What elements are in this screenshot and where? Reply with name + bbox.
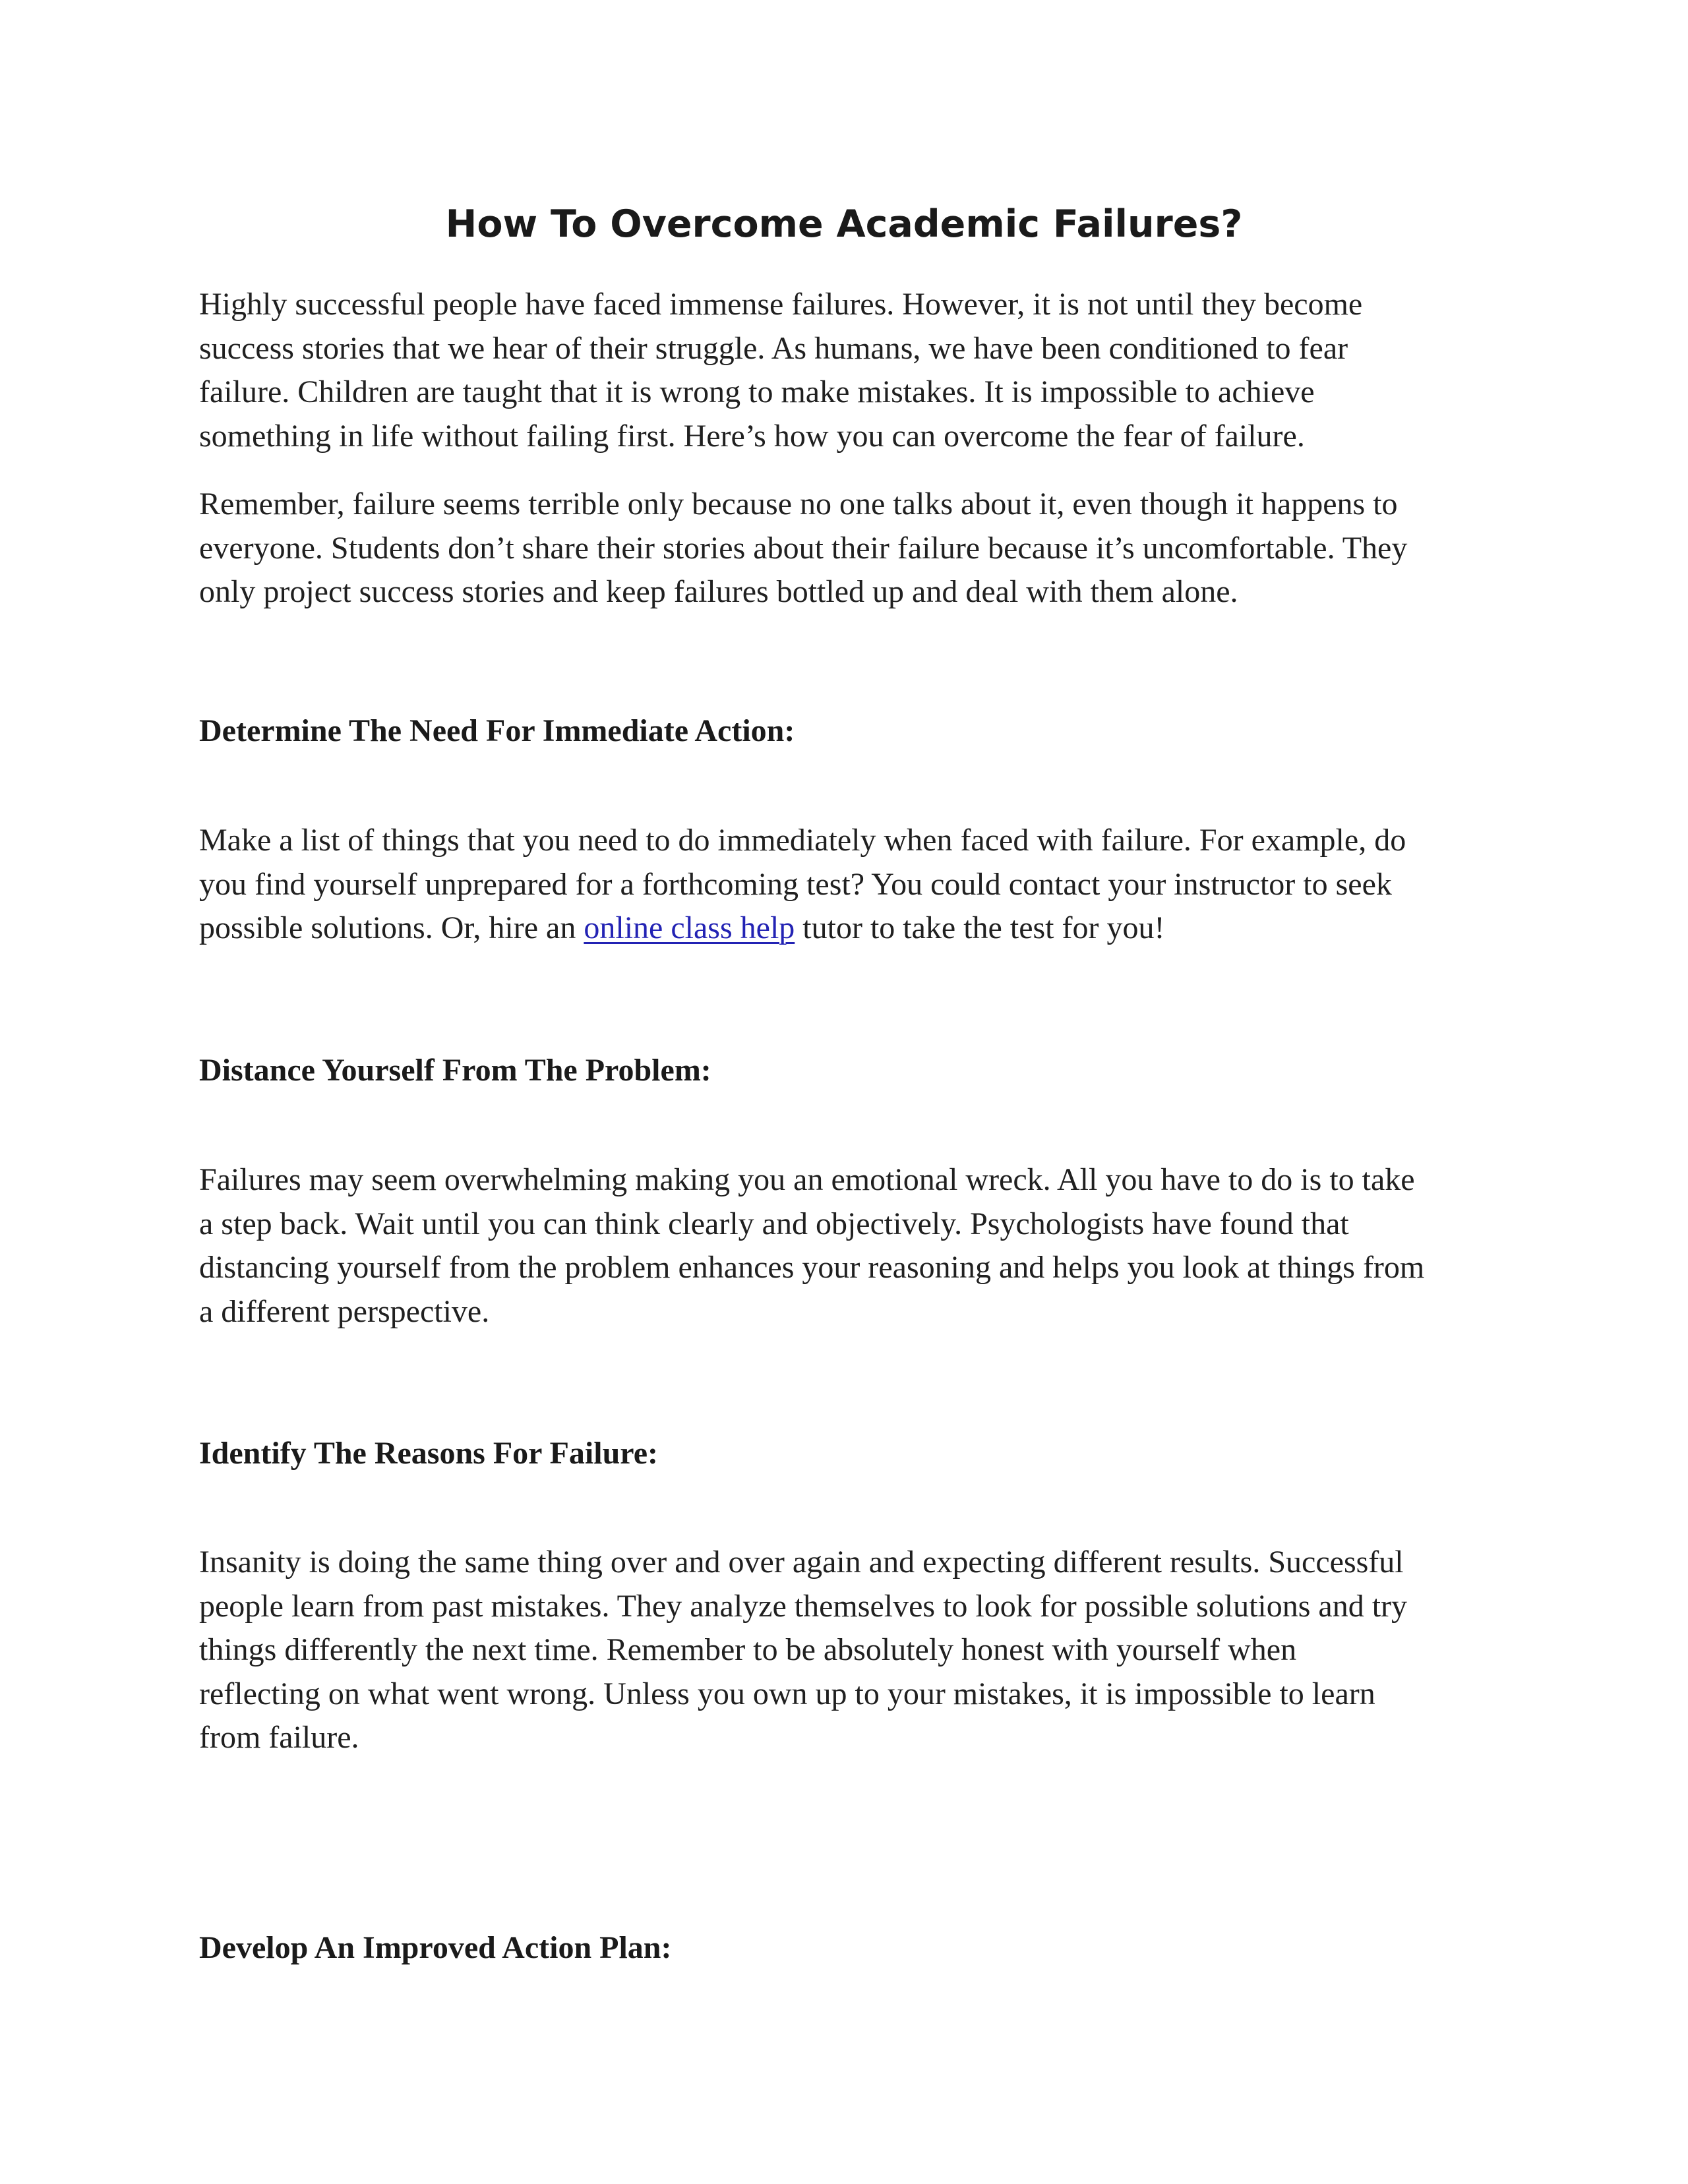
text-line: failure. Children are taught that it is wrong to make mistakes. It is impossible to achieve: [199, 374, 1315, 409]
intro-paragraph-2: [199, 483, 1511, 614]
section-heading-reasons: Identify The Reasons For Failure:: [199, 1436, 659, 1471]
text-line: something in life without failing first. Here’s how you can overcome the fear of failure.: [199, 418, 1305, 454]
text-line: Failures may seem overwhelming making you an emotional wreck. All you have to do is to take: [199, 1162, 1415, 1197]
page-title: How To Overcome Academic Failures?: [445, 202, 1243, 246]
text-run: tutor to take the test for you!: [795, 910, 1165, 945]
text-line: a different perspective.: [199, 1293, 490, 1329]
text-line: you find yourself unprepared for a forthcoming test? You could contact your instructor to seek: [199, 866, 1392, 902]
section-heading-action-plan: Develop An Improved Action Plan:: [199, 1930, 672, 1965]
text-line: Remember, failure seems terrible only because no one talks about it, even though it happens to: [199, 487, 1398, 521]
text-line: people learn from past mistakes. They analyze themselves to look for possible solutions and try: [199, 1588, 1408, 1624]
section-heading-distance: Distance Yourself From The Problem:: [199, 1053, 711, 1088]
text-line: only project success stories and keep failures bottled up and deal with them alone.: [199, 574, 1238, 609]
intro-paragraph-1: [199, 283, 1511, 458]
text-line: reflecting on what went wrong. Unless you own up to your mistakes, it is impossible to learn: [199, 1676, 1375, 1711]
section-heading-immediate-action: Determine The Need For Immediate Action:: [199, 713, 795, 748]
text-line: everyone. Students don’t share their stories about their failure because it’s uncomfortable. They: [199, 530, 1408, 566]
text-line: Make a list of things that you need to do immediately when faced with failure. For example, do: [199, 823, 1406, 858]
text-line: [199, 906, 1511, 951]
text-run: possible solutions. Or, hire an: [199, 910, 584, 945]
text-line: a step back. Wait until you can think clearly and objectively. Psychologists have found that: [199, 1206, 1349, 1241]
text-line: success stories that we hear of their struggle. As humans, we have been conditioned to fear: [199, 330, 1348, 366]
text-line: things differently the next time. Remember to be absolutely honest with yourself when: [199, 1632, 1297, 1667]
text-line: Insanity is doing the same thing over and over again and expecting different results. Successful: [199, 1545, 1404, 1579]
section-paragraph-reasons: [199, 1541, 1511, 1760]
section-paragraph-distance: [199, 1158, 1511, 1334]
online-class-help-link[interactable]: online class help: [584, 910, 795, 945]
section-paragraph-immediate-action: [199, 819, 1511, 951]
text-line: from failure.: [199, 1720, 359, 1755]
text-line: distancing yourself from the problem enhances your reasoning and helps you look at things from: [199, 1250, 1425, 1285]
text-line: Highly successful people have faced immense failures. However, it is not until they become: [199, 287, 1363, 322]
